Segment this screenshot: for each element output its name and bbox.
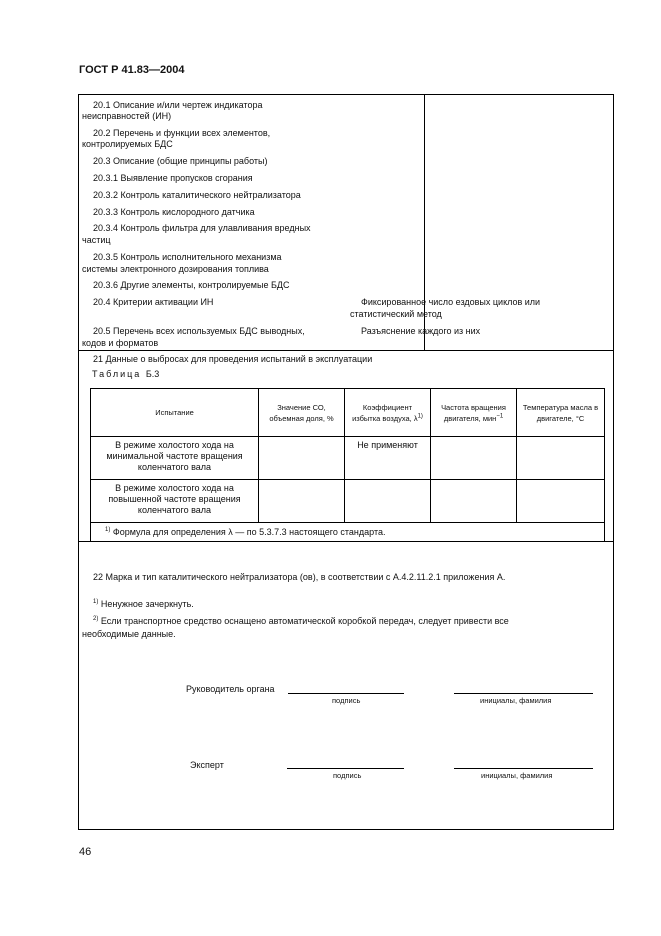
row-temp-value: [517, 437, 605, 480]
row-test-name: В режиме холостого хода на минимальной частоте вращения коленчатого вала: [91, 437, 259, 480]
header-test: Испытание: [91, 389, 259, 437]
criteria-answer-line1: Фиксированное число ездовых циклов или: [361, 297, 541, 307]
row-temp-value: [517, 480, 605, 523]
head-signature-caption: подпись: [332, 696, 361, 705]
expert-initials-caption: инициалы, фамилия: [481, 771, 553, 780]
table-footnote-row: [91, 523, 605, 542]
item-20-3-6: 20.3.6 Другие элементы, контролируемые БДС: [93, 280, 290, 290]
expert-signature-line: [287, 768, 404, 769]
row-lambda-value: Не применяют: [345, 437, 431, 480]
item-20-3: 20.3 Описание (общие принципы работы): [93, 156, 268, 166]
table-header-row: [91, 389, 605, 437]
item-20-5-line2: кодов и форматов: [82, 338, 159, 348]
footnote-2-continuation: необходимые данные.: [82, 629, 176, 639]
item-20-1-line2: неисправностей (ИН): [82, 111, 172, 121]
head-signature-line: [288, 693, 404, 694]
document-header: ГОСТ Р 41.83—2004: [79, 64, 185, 76]
header-lambda-footnote-mark: 1): [417, 413, 423, 419]
item-20-1-line1: 20.1 Описание и/или чертеж индикатора: [93, 100, 263, 110]
table-footnote: [91, 523, 605, 542]
footnote-2-mark: 2): [93, 616, 99, 622]
row-rpm-value: [431, 480, 517, 523]
section-divider: [79, 350, 613, 351]
item-20-3-4-line2: частиц: [82, 235, 111, 245]
expert-signature-caption: подпись: [333, 771, 362, 780]
criteria-answer-line2: статистический метод: [350, 309, 442, 319]
item-20-4: 20.4 Критерии активации ИН: [93, 297, 214, 307]
item-20-2-line1: 20.2 Перечень и функции всех элементов,: [93, 128, 271, 138]
row-co-value: [259, 437, 345, 480]
item-20-2-line2: контролируемых БДС: [82, 139, 173, 149]
header-rpm-text: Частота вращения двигателя, мин: [441, 402, 506, 423]
header-rpm-unit-exponent: −1: [496, 413, 504, 419]
item-20-3-5-line1: 20.3.5 Контроль исполнительного механизма: [93, 252, 282, 262]
footnote-1-text: Ненужное зачеркнуть.: [100, 599, 194, 609]
row-test-name: В режиме холостого хода на повышенной частоте вращения коленчатого вала: [91, 480, 259, 523]
head-initials-line: [454, 693, 593, 694]
header-temp: Температура масла в двигателе, °С: [517, 389, 605, 437]
item-20-3-1: 20.3.1 Выявление пропусков сгорания: [93, 173, 253, 183]
header-lambda: [345, 389, 431, 437]
footnote-1: [93, 598, 194, 610]
section-divider: [79, 541, 613, 542]
item-20-3-3: 20.3.3 Контроль кислородного датчика: [93, 207, 255, 217]
row-co-value: [259, 480, 345, 523]
header-rpm: [431, 389, 517, 437]
table-b3: [90, 388, 605, 542]
codes-answer: Разъяснение каждого из них: [361, 326, 481, 336]
row-rpm-value: [431, 437, 517, 480]
page-number: 46: [79, 846, 92, 858]
form-frame: [78, 94, 614, 830]
expert-initials-line: [454, 768, 593, 769]
item-20-3-5-line2: системы электронного дозирования топлива: [82, 264, 269, 274]
row-lambda-value: [345, 480, 431, 523]
table-footnote-mark: 1): [105, 526, 111, 533]
head-signature-label: Руководитель органа: [186, 684, 275, 694]
item-20-3-4-line1: 20.3.4 Контроль фильтра для улавливания вредных: [93, 223, 311, 233]
section-22-title: 22 Марка и тип каталитического нейтрализатора (ов), в соответствии с А.4.2.11.2.1 приложения А.: [93, 572, 506, 582]
footnote-2: [93, 615, 509, 627]
table-row: [91, 480, 605, 523]
section-21-title: 21 Данные о выбросах для проведения испытаний в эксплуатации: [93, 354, 373, 364]
table-caption-number: Б.3: [145, 369, 160, 379]
footnote-2-text: Если транспортное средство оснащено автоматической коробкой передач, следует привести все: [100, 616, 509, 626]
head-initials-caption: инициалы, фамилия: [480, 696, 552, 705]
table-caption: [92, 369, 159, 379]
header-lambda-text: Коэффициент избытка воздуха, λ: [352, 402, 418, 423]
table-caption-word: Таблица: [92, 369, 142, 379]
header-co: Значение СО, объемная доля, %: [259, 389, 345, 437]
table-footnote-text: Формула для определения λ — по 5.3.7.3 настоящего стандарта.: [112, 526, 386, 537]
expert-signature-label: Эксперт: [190, 760, 224, 770]
table-row: [91, 437, 605, 480]
item-20-3-2: 20.3.2 Контроль каталитического нейтрализатора: [93, 190, 301, 200]
footnote-1-mark: 1): [93, 599, 99, 605]
item-20-5-line1: 20.5 Перечень всех используемых БДС выводных,: [93, 326, 305, 336]
